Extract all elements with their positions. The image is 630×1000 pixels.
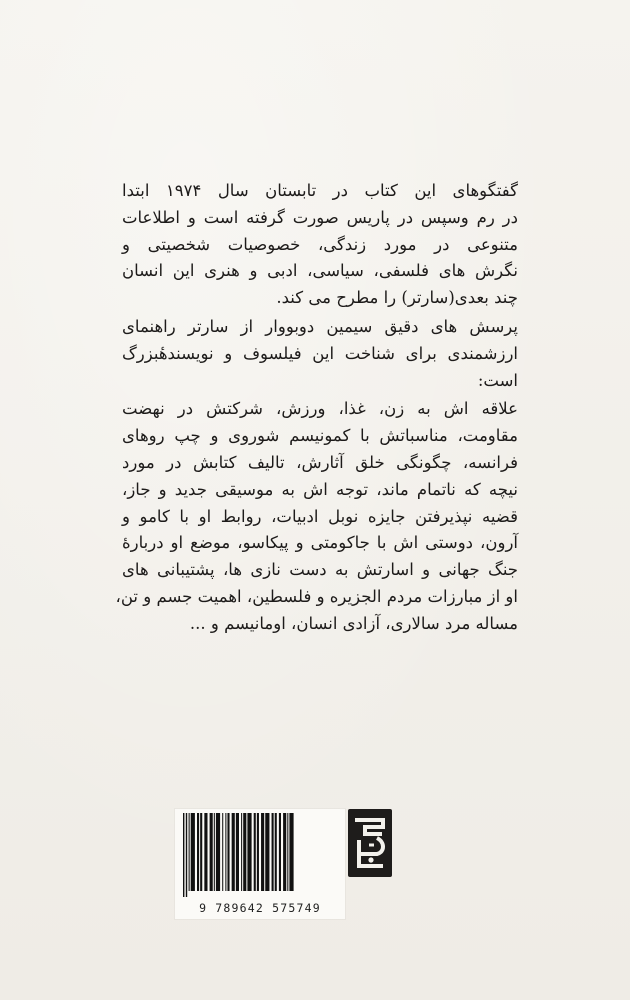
barcode-bar bbox=[200, 813, 202, 891]
barcode-bar bbox=[232, 813, 235, 891]
publisher-logo-icon bbox=[347, 808, 393, 878]
barcode-bar bbox=[189, 813, 190, 891]
barcode-bar bbox=[191, 813, 195, 891]
blurb-line: او از مبارزات مردم الجزیره و فلسطین، اهمیت جسم و تن، bbox=[115, 586, 518, 606]
barcode-bar bbox=[204, 813, 207, 891]
blurb-line: آرون، دوستی اش با جاکومتی و پیکاسو، موضع او دربارهٔ bbox=[122, 533, 518, 553]
blurb-line: جنگ جهانی و اسارتش به دست نازی ها، پشتیبانی های bbox=[122, 560, 518, 580]
barcode-bar bbox=[275, 813, 277, 891]
barcode-bar bbox=[241, 813, 242, 891]
blurb-line: علاقه اش به زن، غذا، ورزش، شرکتش در نهضت bbox=[122, 399, 518, 419]
barcode-bar bbox=[197, 813, 199, 891]
barcode-bar bbox=[254, 813, 256, 891]
blurb-line: نگرش های فلسفی، سیاسی، ادبی و هنری این انسان bbox=[122, 261, 518, 281]
blurb-paragraph-1 bbox=[122, 178, 518, 312]
barcode-bar bbox=[272, 813, 274, 891]
blurb-paragraph-2 bbox=[122, 314, 518, 394]
blurb-paragraph-3 bbox=[115, 396, 518, 637]
barcode-bar bbox=[283, 813, 286, 891]
barcode-bar bbox=[186, 813, 187, 897]
barcode-bar bbox=[210, 813, 213, 891]
back-cover-blurb bbox=[115, 178, 518, 640]
barcode-bar bbox=[214, 813, 215, 891]
isbn-barcode bbox=[175, 809, 345, 919]
blurb-line: فرانسه، چگونگی خلق آثارش، تالیف کتابش در مورد bbox=[122, 452, 518, 472]
barcode-bar bbox=[216, 813, 220, 891]
blurb-line: در رم وسپس در پاریس صورت گرفته است و اطلاعات bbox=[122, 207, 518, 227]
barcode-bar bbox=[247, 813, 251, 891]
blurb-line: است: bbox=[477, 370, 518, 390]
blurb-line: قضیه نپذیرفتن جایزه نوبل ادبیات، روابط او با کامو و bbox=[122, 506, 518, 526]
barcode-bar bbox=[222, 813, 223, 891]
barcode-bar bbox=[279, 813, 281, 891]
blurb-line: نیچه که ناتمام ماند، توجه اش به موسیقی جدید و جاز، bbox=[122, 479, 518, 499]
barcode-bar bbox=[287, 813, 288, 891]
blurb-line: مساله مرد سالاری، آزادی انسان، اومانیسم و ... bbox=[189, 613, 518, 633]
blurb-line: چند بعدی(سارتر) را مطرح می کند. bbox=[276, 288, 518, 308]
barcode-bars bbox=[181, 813, 339, 899]
blurb-line: ارزشمندی برای شناخت این فیلسوف و نویسندهٔبزرگ bbox=[122, 343, 518, 363]
barcode-bar bbox=[183, 813, 184, 897]
barcode-bar bbox=[261, 813, 264, 891]
blurb-line: مقاومت، مناسباتش با کمونیسم شوروی و چپ روهای bbox=[122, 426, 518, 446]
barcode-bar bbox=[225, 813, 226, 891]
barcode-bar bbox=[227, 813, 229, 891]
barcode-bar bbox=[236, 813, 239, 891]
barcode-bar bbox=[265, 813, 269, 891]
barcode-bar bbox=[289, 813, 293, 891]
barcode-bar bbox=[257, 813, 259, 891]
blurb-line: گفتگوهای این کتاب در تابستان سال ۱۹۷۴ ابتدا bbox=[122, 181, 518, 200]
blurb-line: پرسش های دقیق سیمین دوبووار از سارتر راهنمای bbox=[122, 316, 518, 336]
isbn-number: 9 789642 575749 bbox=[199, 901, 321, 915]
blurb-line: متنوعی در مورد زندگی، خصوصیات شخصیتی و bbox=[122, 234, 518, 254]
barcode-bar bbox=[243, 813, 246, 891]
